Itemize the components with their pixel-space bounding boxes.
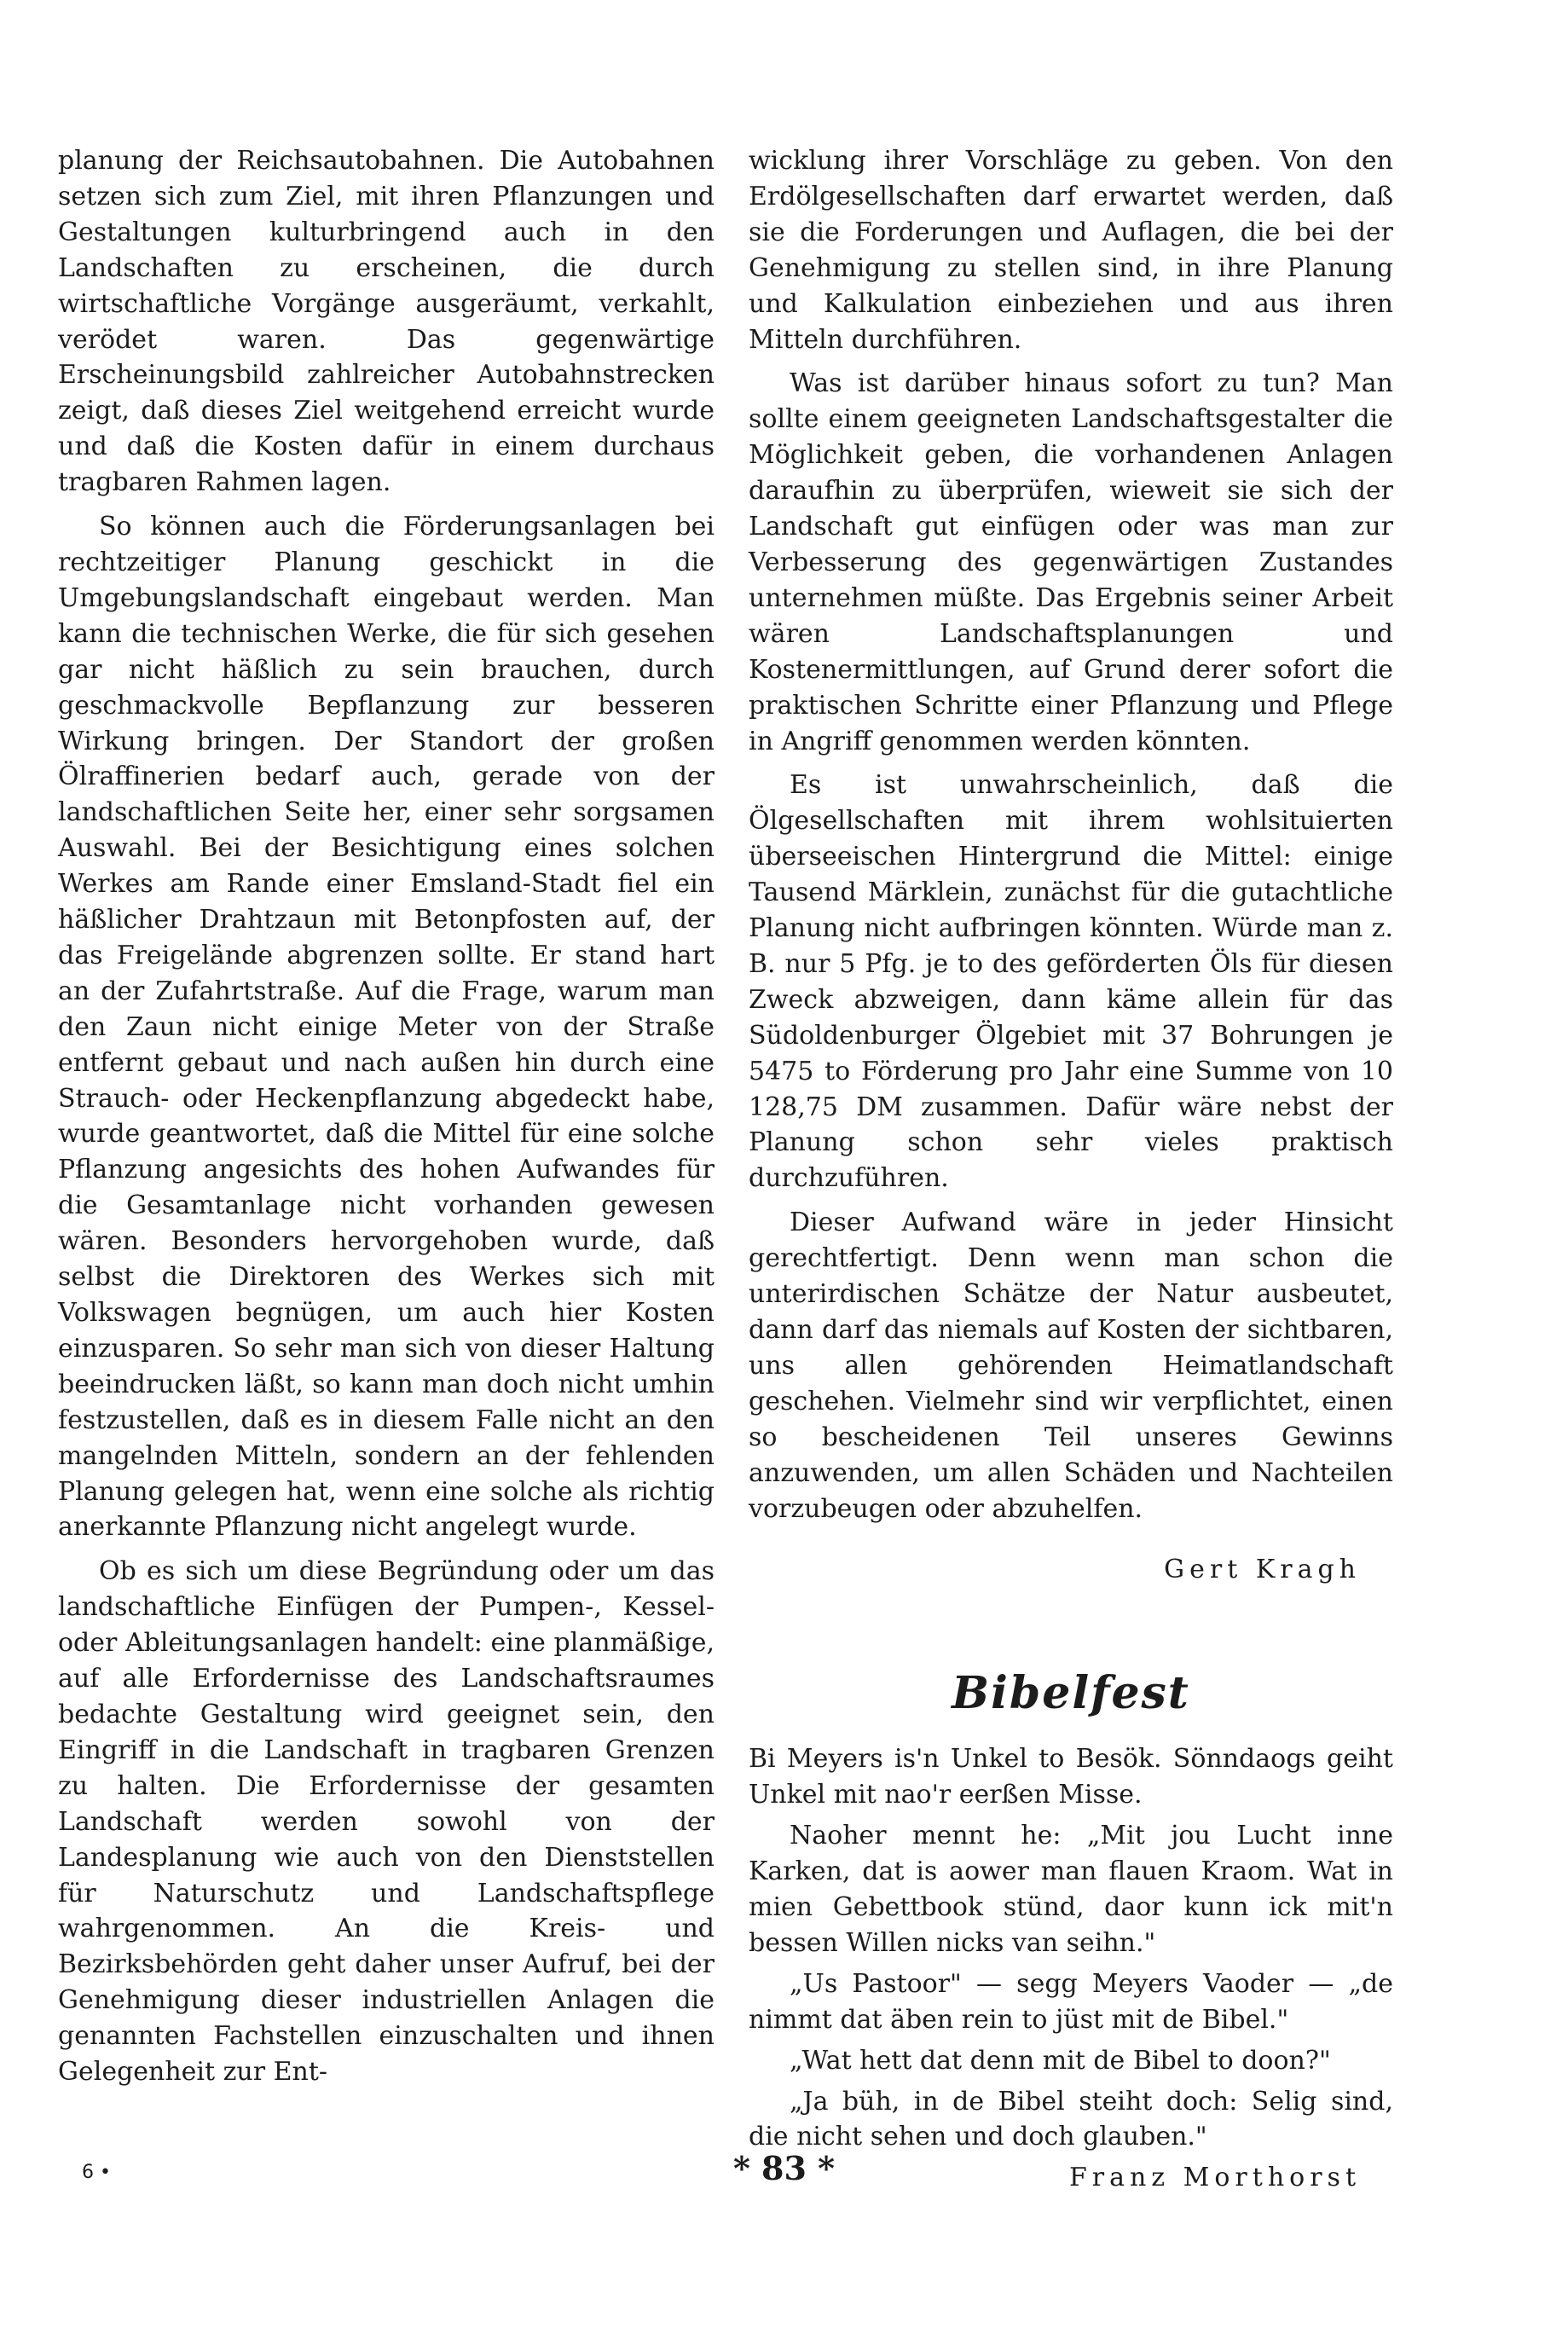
article-author: Gert Kragh xyxy=(1164,1555,1361,1585)
poem-line: Naoher mennt he: „Mit jou Lucht inne Karken, dat is aower man flauen Kraom. Wat in mien Gebettbook stünd, daor kunn ick mit'n bessen Willen nicks van seihn." xyxy=(749,1821,1393,1958)
poem-body xyxy=(749,1741,1393,2155)
poem-line: Bi Meyers is'n Unkel to Besök. Sönndaogs geiht Unkel mit nao'r eerßen Misse. xyxy=(749,1744,1393,1810)
poem-line: „Wat hett dat denn mit de Bibel to doon?" xyxy=(790,2045,1331,2076)
page-number: * 83 * xyxy=(732,2149,836,2187)
left-column xyxy=(58,143,715,2099)
paragraph: planung der Reichsautobahnen. Die Autobahnen setzen sich zum Ziel, mit ihren Pflanzungen und Gestaltungen kulturbringend auch in den Landschaften zu erscheinen, die durch wirtschaftliche Vorgänge ausgeräumt, verkahlt, verödet waren. Das gegenwärtige Erscheinungsbild zahlreicher Autobahnstrecken zeigt, daß dieses Ziel weitgehend erreicht wurde und daß die Kosten dafür in einem durchaus tragbaren Rahmen lagen. xyxy=(58,146,715,498)
paragraph: wicklung ihrer Vorschläge zu geben. Von den Erdölgesellschaften darf erwartet werden, daß sie die Forderungen und Auflagen, die bei der Genehmigung zu stellen sind, in ihre Planung und Kalkulation einbeziehen und aus ihren Mitteln durchführen. xyxy=(749,146,1393,355)
paragraph: Es ist unwahrscheinlich, daß die Ölgesellschaften mit ihrem wohlsituierten überseeischen Hintergrund die Mittel: einige Tausend Märklein, zunächst für die gutachtliche Planung nicht aufbringen könnten. Würde man z. B. nur 5 Pfg. je to des geförderten Öls für diesen Zweck abzweigen, dann käme allein für das Südoldenburger Ölgebiet mit 37 Bohrungen je 5475 to Förderung pro Jahr eine Summe von 10 128,75 DM zusammen. Dafür wäre nebst der Planung schon sehr vieles praktisch durchzuführen. xyxy=(749,770,1393,1194)
poem-line: „Ja büh, in de Bibel steiht doch: Selig sind, die nicht sehen und doch glauben." xyxy=(749,2086,1393,2152)
paragraph: So können auch die Förderungsanlagen bei rechtzeitiger Planung geschickt in die Umgebungslandschaft eingebaut werden. Man kann die technischen Werke, die für sich gesehen gar nicht häßlich zu sein brauchen, durch geschmackvolle Bepflanzung zur besseren Wirkung bringen. Der Standort der großen Ölraffinerien bedarf auch, gerade von der landschaftlichen Seite her, einer sehr sorgsamen Auswahl. Bei der Besichtigung eines solchen Werkes am Rande einer Emsland-Stadt fiel ein häßlicher Drahtzaun mit Betonpfosten auf, der das Freigelände abgrenzen sollte. Er stand hart an der Zufahrtstraße. Auf die Frage, warum man den Zaun nicht einige Meter von der Straße entfernt gebaut und nach außen hin durch eine Strauch- oder Heckenpflanzung abgedeckt habe, wurde geantwortet, daß die Mittel für eine solche Pflanzung angesichts des hohen Aufwandes für die Gesamtanlage nicht vorhanden gewesen wären. Besonders hervorgehoben wurde, daß selbst die Direktoren des Werkes sich mit Volkswagen begnügen, um auch hier Kosten einzusparen. So sehr man sich von dieser Haltung beeindrucken läßt, so kann man doch nicht umhin festzustellen, daß es in diesem Falle nicht an den mangelnden Mitteln, sondern an der fehlenden Planung gelegen hat, wenn eine solche als richtig anerkannte Pflanzung nicht angelegt wurde. xyxy=(58,512,715,1543)
paragraph: Was ist darüber hinaus sofort zu tun? Man sollte einem geeigneten Landschaftsgestalter die Möglichkeit geben, die vorhandenen Anlagen daraufhin zu überprüfen, wieweit sie sich der Landschaft gut einfügen oder was man zur Verbesserung des gegenwärtigen Zustandes unternehmen müßte. Das Ergebnis seiner Arbeit wären Landschaftsplanungen und Kostenermittlungen, auf Grund derer sofort die praktischen Schritte einer Pflanzung und Pflege in Angriff genommen werden könnten. xyxy=(749,368,1393,756)
right-column xyxy=(749,143,1393,2196)
paragraph: Dieser Aufwand wäre in jeder Hinsicht gerechtfertigt. Denn wenn man schon die unterirdischen Schätze der Natur ausbeutet, dann darf das niemals auf Kosten der sichtbaren, uns allen gehörenden Heimatlandschaft geschehen. Vielmehr sind wir verpflichtet, einen so bescheidenen Teil unseres Gewinns anzuwenden, um allen Schäden und Nachteilen vorzubeugen oder abzuhelfen. xyxy=(749,1208,1393,1524)
folio-mark: 6 • xyxy=(82,2162,111,2183)
poem-title: Bibelfest xyxy=(952,1667,1190,1720)
poem-author: Franz Morthorst xyxy=(1068,2163,1361,2193)
paragraph: Ob es sich um diese Begründung oder um das landschaftliche Einfügen der Pumpen-, Kessel- oder Ableitungsanlagen handelt: eine planmäßige, auf alle Erfordernisse des Landschaftsraumes bedachte Gestaltung wird geeignet sein, den Eingriff in die Landschaft in tragbaren Grenzen zu halten. Die Erfordernisse der gesamten Landschaft werden sowohl von der Landesplanung wie auch von den Dienststellen für Naturschutz und Landschaftspflege wahrgenommen. An die Kreis- und Bezirksbehörden geht daher unser Aufruf, bei der Genehmigung dieser industriellen Anlagen die genannten Fachstellen einzuschalten und ihnen Gelegenheit zur Ent- xyxy=(58,1556,715,2088)
poem-line: „Us Pastoor" — segg Meyers Vaoder — „de nimmt dat äben rein to jüst mit de Bibel." xyxy=(749,1968,1393,2035)
